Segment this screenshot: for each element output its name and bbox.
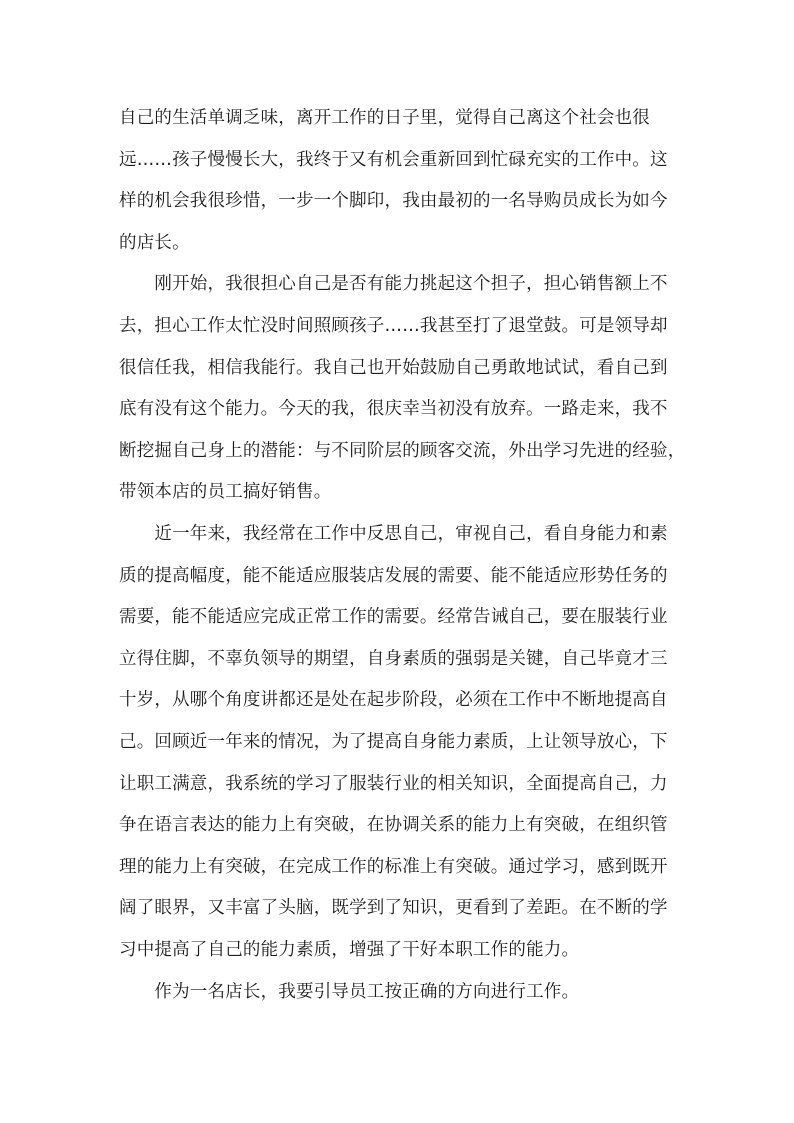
text-line: 需要，能不能适应完成正常工作的需要。经常告诫自己，要在服装行业 [119,607,668,627]
text-line: 远……孩子慢慢长大，我终于又有机会重新回到忙碌充实的工作中。这 [119,150,668,170]
text-line: 自己的生活单调乏味，离开工作的日子里，觉得自己离这个社会也很 [119,108,650,128]
text-line: 十岁，从哪个角度讲都还是处在起步阶段，必须在工作中不断地提高自 [119,690,668,710]
text-line: 让职工满意，我系统的学习了服装行业的相关知识，全面提高自己，力 [119,774,668,794]
text-line: 作为一名店长，我要引导员工按正确的方向进行工作。 [119,982,580,1002]
text-line: 理的能力上有突破，在完成工作的标准上有突破。通过学习，感到既开 [119,857,668,877]
text-line: 的店长。 [119,233,190,253]
text-line: 近一年来，我经常在工作中反思自己，审视自己，看自身能力和素 [119,524,668,544]
text-line: 断挖掘自己身上的潜能：与不同阶层的顾客交流，外出学习先进的经验， [119,441,686,461]
text-line: 己。回顾近一年来的情况，为了提高自身能力素质，上让领导放心，下 [119,732,668,752]
text-line: 带领本店的员工搞好销售。 [119,482,332,502]
text-line: 底有没有这个能力。今天的我，很庆幸当初没有放弃。一路走来，我不 [119,399,668,419]
text-line: 很信任我，相信我能行。我自己也开始鼓励自己勇敢地试试，看自己到 [119,358,668,378]
text-line: 去，担心工作太忙没时间照顾孩子……我甚至打了退堂鼓。可是领导却 [119,316,668,336]
text-line: 争在语言表达的能力上有突破，在协调关系的能力上有突破，在组织管 [119,815,668,835]
text-line: 样的机会我很珍惜，一步一个脚印，我由最初的一名导购员成长为如今 [119,191,668,211]
text-line: 习中提高了自己的能力素质，增强了干好本职工作的能力。 [119,940,580,960]
text-line: 刚开始，我很担心自己是否有能力挑起这个担子，担心销售额上不 [119,274,668,294]
text-line: 立得住脚，不辜负领导的期望，自身素质的强弱是关键，自己毕竟才三 [119,649,668,669]
text-line: 阔了眼界，又丰富了头脑，既学到了知识，更看到了差距。在不断的学 [119,898,668,918]
text-line: 质的提高幅度，能不能适应服装店发展的需要、能不能适应形势任务的 [119,566,668,586]
